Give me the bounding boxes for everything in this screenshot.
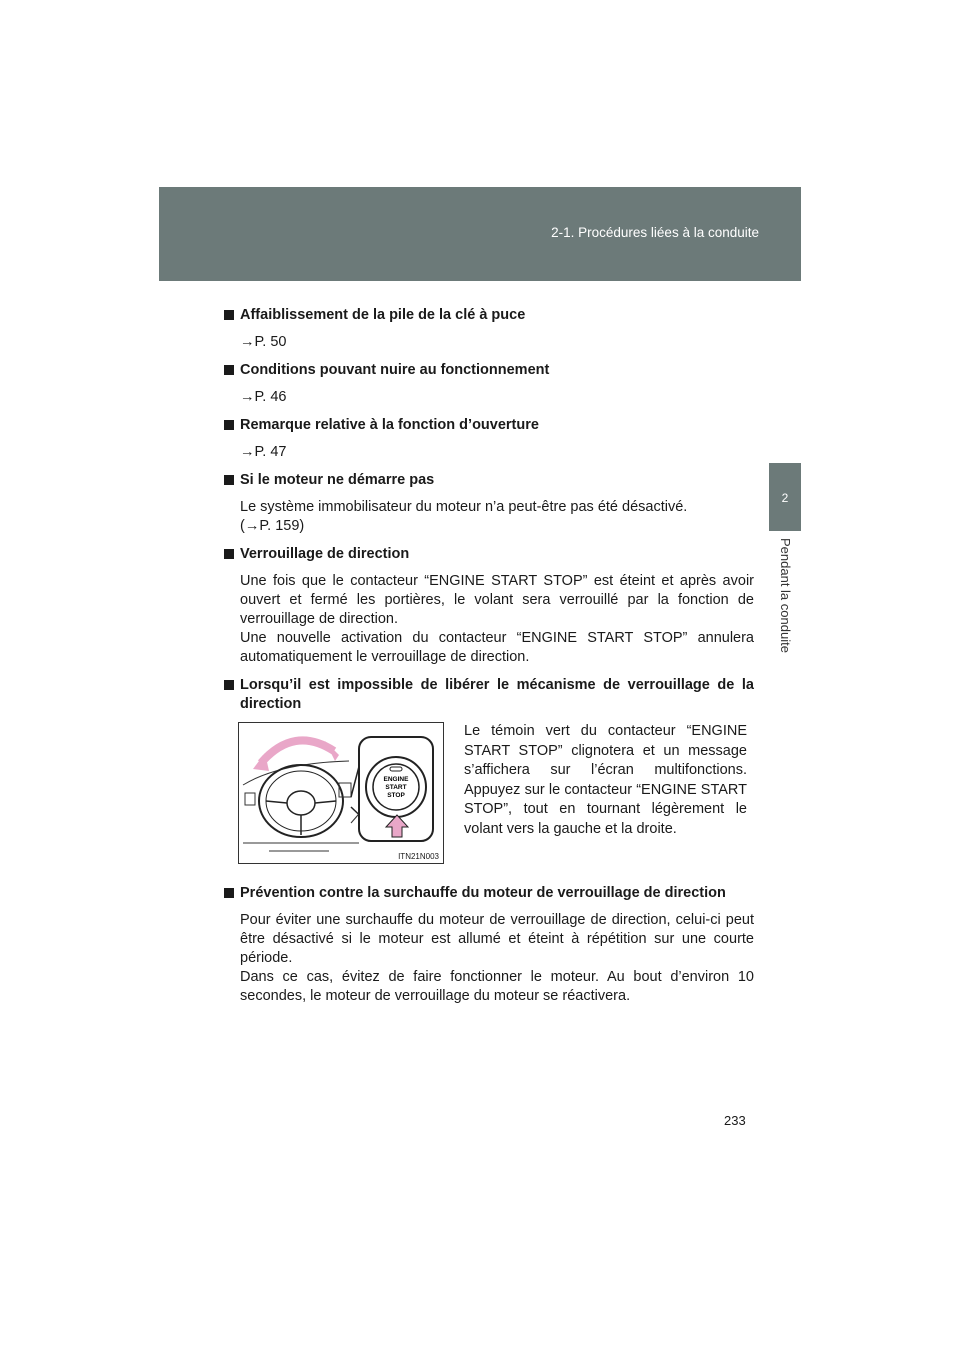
- bullet-square-icon: [224, 420, 234, 430]
- bullet-square-icon: [224, 475, 234, 485]
- section-body: [240, 911, 754, 1006]
- paragraph: Pour éviter une surchauffe du moteur de verrouillage de direction, celui-ci peut être désactivé si le moteur est allumé et éteint à répétition sur une courte période.: [240, 912, 754, 966]
- section-heading: [224, 471, 754, 490]
- figure-caption: ITN21N003: [398, 852, 439, 861]
- button-label-engine: ENGINE: [383, 776, 409, 783]
- page-number: 233: [724, 1113, 746, 1128]
- page-reference-link[interactable]: →P. 50: [240, 334, 287, 350]
- bullet-square-icon: [224, 888, 234, 898]
- page-reference-link[interactable]: →P. 47: [240, 444, 287, 460]
- chapter-tab: [769, 463, 801, 531]
- bullet-square-icon: [224, 680, 234, 690]
- button-label-start: START: [385, 784, 407, 791]
- section-steering-lock: [224, 545, 754, 667]
- paragraph: Une fois que le contacteur “ENGINE START STOP” est éteint et après avoir ouvert et fermé les portières, le volant sera verrouillé par la fonction de verrouillage de direction.: [240, 573, 754, 627]
- bullet-square-icon: [224, 365, 234, 375]
- paragraph: Le système immobilisateur du moteur n’a peut-être pas été désactivé.: [240, 499, 688, 515]
- chapter-label: Pendant la conduite: [778, 538, 793, 653]
- paragraph: Dans ce cas, évitez de faire fonctionner le moteur. Au bout d’environ 10 secondes, le moteur de verrouillage du moteur se réactivera.: [240, 969, 754, 1004]
- heading-text: Si le moteur ne démarre pas: [240, 472, 435, 488]
- section-release-lock: [224, 676, 754, 872]
- page-reference-link[interactable]: (→P. 159): [240, 518, 305, 534]
- section-battery: [224, 306, 754, 352]
- heading-text: Affaiblissement de la pile de la clé à puce: [240, 307, 526, 323]
- section-conditions: [224, 361, 754, 407]
- section-heading: [224, 884, 754, 903]
- section-title: 2-1. Procédures liées à la conduite: [551, 225, 759, 240]
- section-body: [240, 572, 754, 667]
- page-reference-link[interactable]: →P. 46: [240, 389, 287, 405]
- heading-text: Conditions pouvant nuire au fonctionnement: [240, 362, 550, 378]
- bullet-square-icon: [224, 310, 234, 320]
- heading-text: Verrouillage de direction: [240, 546, 410, 562]
- paragraph: Une nouvelle activation du contacteur “ENGINE START STOP” annulera automatiquement le verrouillage de direction.: [240, 630, 754, 665]
- page-content: [224, 306, 754, 1015]
- section-engine-not-start: [224, 471, 754, 536]
- button-label-stop: STOP: [387, 792, 405, 799]
- section-heading: [224, 676, 754, 714]
- header-band: [159, 187, 801, 281]
- heading-text: Prévention contre la surchauffe du moteur de verrouillage de direction: [240, 885, 726, 901]
- section-overheat: [224, 884, 754, 1006]
- steering-wheel-drawing: [239, 723, 443, 863]
- chapter-number: 2: [781, 491, 789, 505]
- heading-text: Remarque relative à la fonction d’ouverture: [240, 417, 539, 433]
- figure-description: Le témoin vert du contacteur “ENGINE START STOP” clignotera et un message s’affichera sur l’écran multifonctions. Appuyez sur le contacteur “ENGINE START STOP”, tout en tournant légèrement le volant vers la gauche et la droite.: [464, 723, 747, 837]
- steering-wheel-illustration: [238, 722, 444, 864]
- section-unlock-note: [224, 416, 754, 462]
- figure-row: [238, 722, 754, 872]
- heading-text: Lorsqu’il est impossible de libérer le mécanisme de verrouillage de la direction: [240, 677, 754, 712]
- section-heading: [224, 545, 754, 564]
- bullet-square-icon: [224, 549, 234, 559]
- section-heading: [224, 361, 754, 380]
- section-heading: [224, 416, 754, 435]
- section-body: [240, 498, 754, 536]
- section-heading: [224, 306, 754, 325]
